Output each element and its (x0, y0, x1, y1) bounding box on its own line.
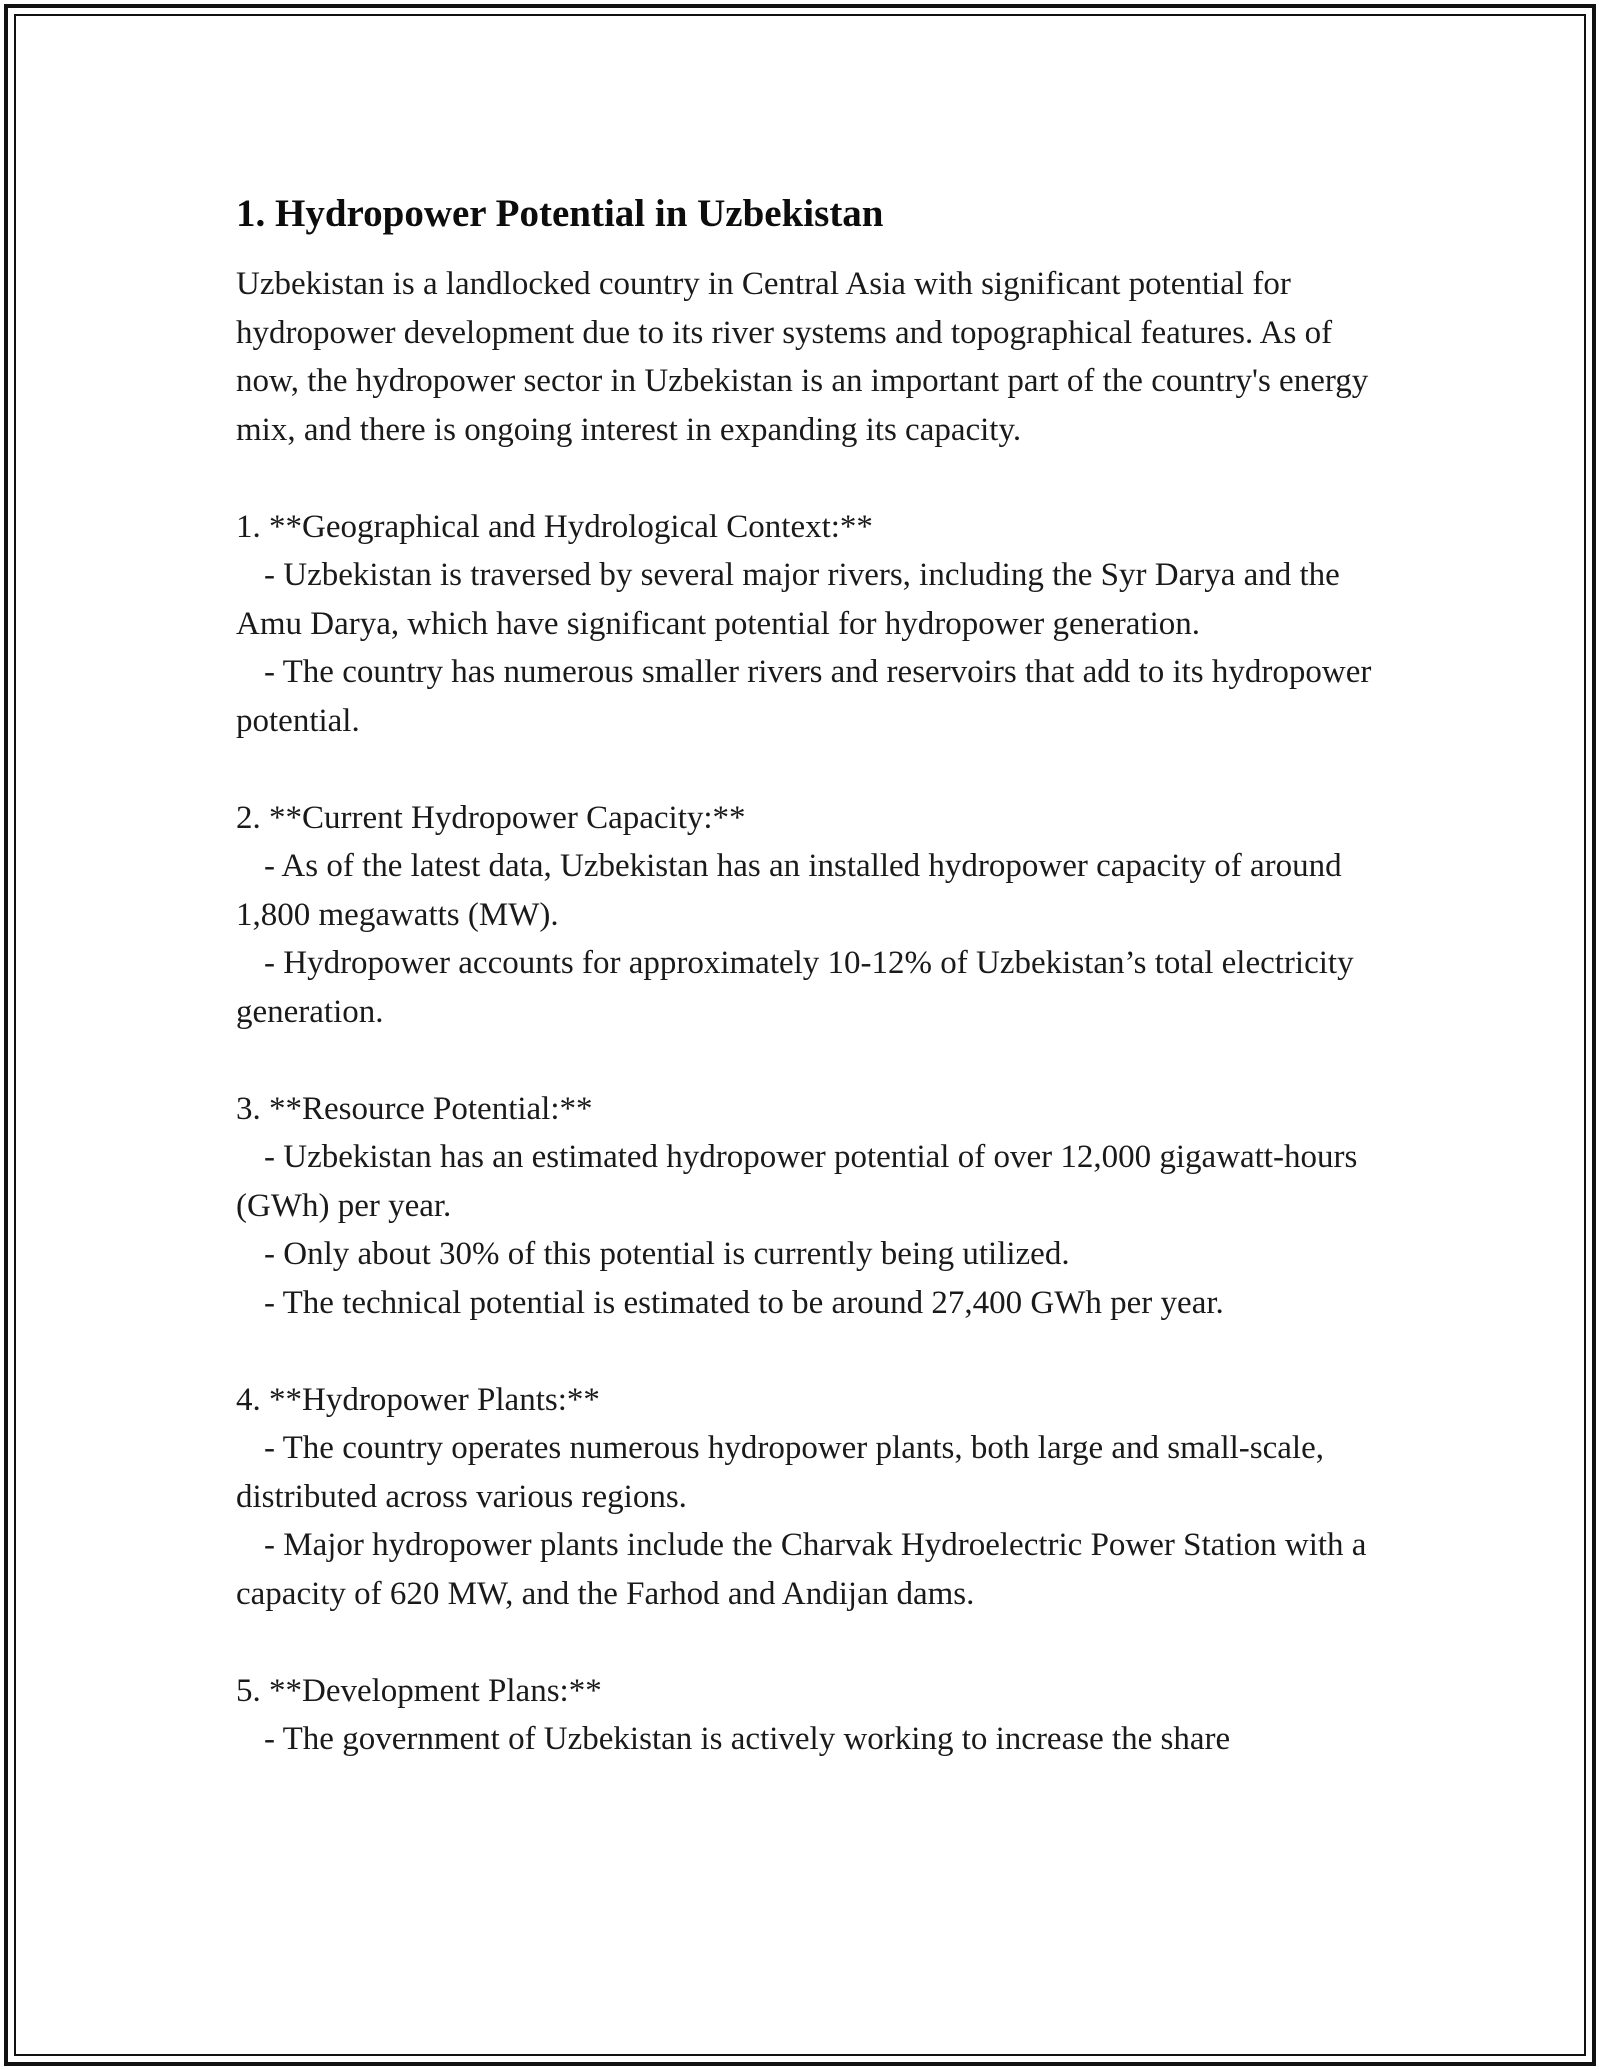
section-resource-potential (236, 1085, 1376, 1328)
intro-paragraph: Uzbekistan is a landlocked country in Central Asia with significant potential for hydropower development due to its river systems and topographical features. As of now, the hydropower sector in Uzbekistan is an important part of the country's energy mix, and there is ongoing interest in expanding its capacity. (236, 266, 1369, 448)
document-heading: 1. Hydropower Potential in Uzbekistan (236, 192, 884, 235)
section-title: 4. **Hydropower Plants:** (236, 1381, 600, 1418)
section-hydropower-plants (236, 1376, 1376, 1619)
section-geography (236, 503, 1376, 746)
bullet-item: - Only about 30% of this potential is currently being utilized. (264, 1236, 1070, 1272)
bullet-item: - As of the latest data, Uzbekistan has an installed hydropower capacity of around 1,800 megawatts (MW). (236, 848, 1342, 933)
bullet-item: - Hydropower accounts for approximately 10-12% of Uzbekistan’s total electricity generation. (236, 945, 1354, 1030)
bullet-item: - Uzbekistan has an estimated hydropower potential of over 12,000 gigawatt-hours (GWh) per year. (236, 1139, 1358, 1224)
section-current-capacity (236, 794, 1376, 1037)
section-title: 1. **Geographical and Hydrological Context:** (236, 508, 873, 545)
section-title: 2. **Current Hydropower Capacity:** (236, 799, 746, 836)
section-title: 3. **Resource Potential:** (236, 1090, 593, 1127)
bullet-item: - The country operates numerous hydropower plants, both large and small-scale, distributed across various regions. (236, 1430, 1324, 1515)
bullet-item: - The technical potential is estimated to be around 27,400 GWh per year. (264, 1284, 1224, 1321)
document-page (236, 186, 1376, 1764)
section-title: 5. **Development Plans:** (236, 1672, 602, 1709)
bullet-item: - The government of Uzbekistan is actively working to increase the share (264, 1721, 1231, 1757)
section-development-plans (236, 1667, 1376, 1764)
bullet-item: - Uzbekistan is traversed by several major rivers, including the Syr Darya and the Amu Darya, which have significant potential for hydropower generation. (236, 557, 1340, 642)
bullet-item: - Major hydropower plants include the Charvak Hydroelectric Power Station with a capacity of 620 MW, and the Farhod and Andijan dams. (236, 1527, 1367, 1612)
bullet-item: - The country has numerous smaller rivers and reservoirs that add to its hydropower potential. (236, 654, 1372, 739)
